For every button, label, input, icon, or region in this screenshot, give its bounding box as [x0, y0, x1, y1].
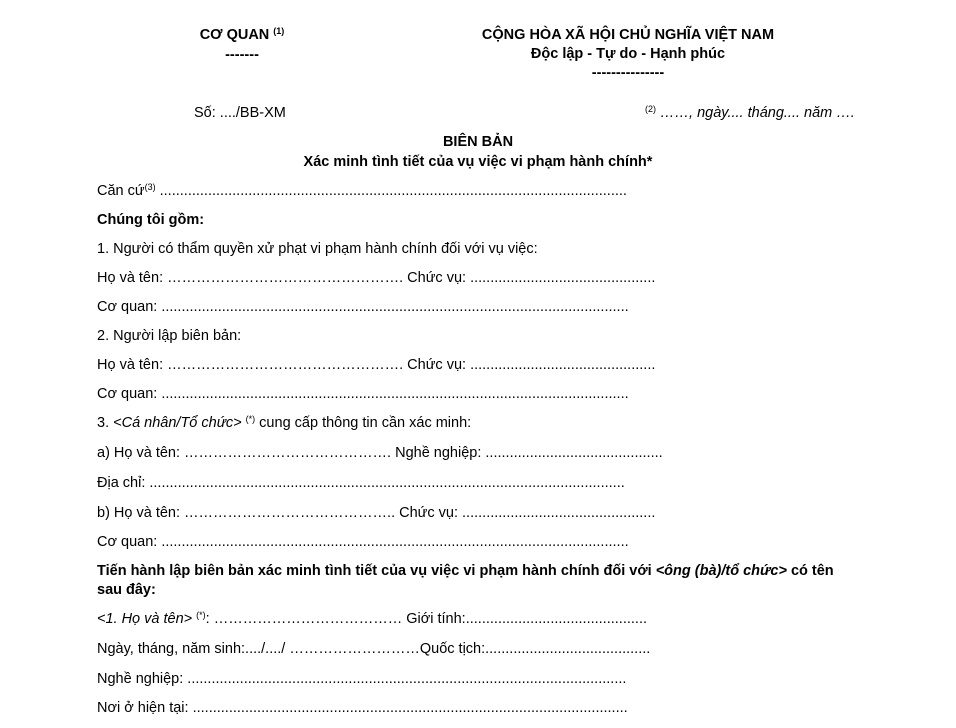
- basis-line: Căn cứ$^{(3)}$ ....................................................................................................................: [97, 182, 627, 199]
- agency-divider: -------: [225, 47, 259, 63]
- document-subtitle: Xác minh tình tiết của vụ việc vi phạm hành chính*: [303, 154, 653, 170]
- informant-a-name-line: a) Họ và tên: ……………………………………. Nghề nghiệp: ............................................: [97, 445, 663, 461]
- proceeding-statement-cont: sau đây:: [97, 582, 156, 598]
- recorder-org-line: Cơ quan: ....................................................................................................................: [97, 386, 629, 402]
- footnote-ref: (3): [144, 182, 156, 192]
- authority-name-line: Họ và tên: …………………………………………. Chức vụ: ..............................................: [97, 270, 656, 286]
- country-name: CỘNG HÒA XÃ HỘI CHỦ NGHĨA VIỆT NAM: [481, 27, 775, 43]
- subject-job-line: Nghề nghiệp: .............................................................................................................: [97, 671, 627, 687]
- footnote-ref: (2): [645, 104, 656, 114]
- motto-divider: ---------------: [591, 65, 665, 81]
- footnote-ref: (*): [196, 610, 206, 620]
- document-date: $^{(2)}$ ……, ngày.... tháng.... năm ….: [645, 104, 855, 121]
- authority-org-line: Cơ quan: ....................................................................................................................: [97, 299, 629, 315]
- subject-birth-line: Ngày, tháng, năm sinh:..../..../ ………………………Quốc tịch:.........................................: [97, 641, 651, 657]
- document-number: Số: ..../BB-XM: [194, 105, 286, 121]
- document-title: BIÊN BẢN: [442, 134, 514, 150]
- authority-heading: 1. Người có thẩm quyền xử phạt vi phạm hành chính đối với vụ việc:: [97, 241, 538, 257]
- subject-residence-line: Nơi ở hiện tại: ............................................................................................................: [97, 700, 628, 716]
- informant-heading: 3. <Cá nhân/Tổ chức> (*) cung cấp thông tin cần xác minh:: [97, 414, 472, 431]
- proceeding-statement: Tiến hành lập biên bản xác minh tình tiết của vụ việc vi phạm hành chính đối với <ông (bà)/tổ chức> có tên: [97, 563, 834, 579]
- footnote-ref: (1): [273, 26, 285, 36]
- informant-b-name-line: b) Họ và tên: …………………………………….. Chức vụ: ................................................: [97, 505, 656, 521]
- agency-name: CƠ QUAN $^{(1)}$: [199, 26, 285, 43]
- participants-heading: Chúng tôi gồm:: [97, 212, 205, 228]
- recorder-heading: 2. Người lập biên bản:: [97, 328, 242, 344]
- recorder-name-line: Họ và tên: …………………………………………. Chức vụ: ..............................................: [97, 357, 656, 373]
- subject-name-line: <1. Họ và tên> (*): ………………………………… Giới tính:.............................................: [97, 610, 647, 627]
- informant-a-address-line: Địa chỉ: ......................................................................................................................: [97, 475, 625, 491]
- national-motto: Độc lập - Tự do - Hạnh phúc: [530, 46, 726, 62]
- footnote-ref: (*): [245, 414, 256, 424]
- informant-b-org-line: Cơ quan: ....................................................................................................................: [97, 534, 629, 550]
